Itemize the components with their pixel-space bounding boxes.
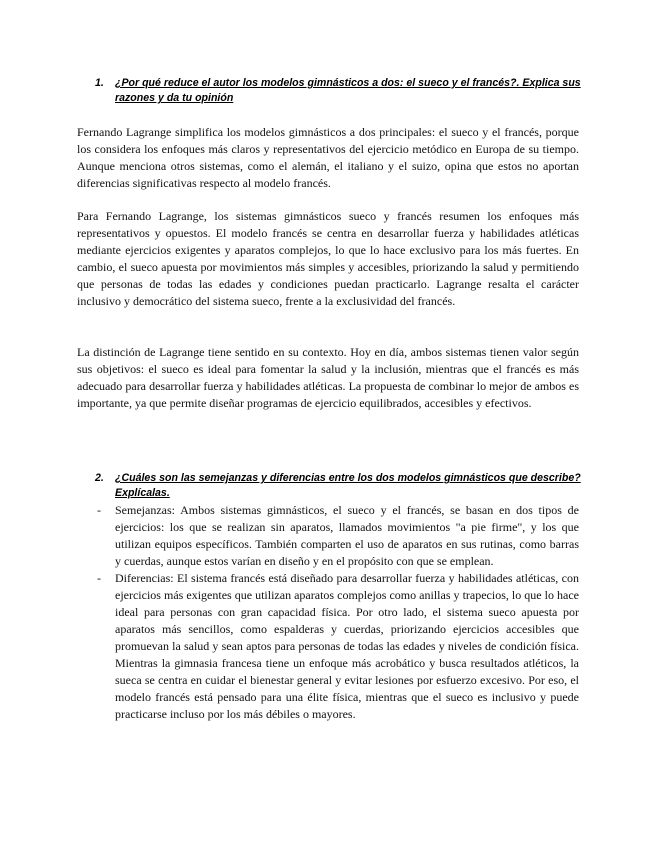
bullet-semejanzas xyxy=(97,502,579,570)
question-2-number: 2. xyxy=(95,472,104,484)
question-2-title: ¿Cuáles son las semejanzas y diferencias entre los dos modelos gimnásticos que describe? Explícalas. xyxy=(115,472,581,499)
question-1-heading xyxy=(95,76,581,106)
answer-2-bullet-list xyxy=(97,502,579,723)
question-1-number: 1. xyxy=(95,77,104,89)
question-2-heading xyxy=(95,471,581,501)
bullet-semejanzas-text: Semejanzas: Ambos sistemas gimnásticos, el sueco y el francés, se basan en dos tipos de ejercicios: los que se realizan sin aparatos, llamados movimientos "a pie firme", y los que utilizan equipos específicos. También comparten el uso de aparatos en sus rutinas, como barras y cuerdas, aunque estos varían en diseño y en el propósito con que se emplean. xyxy=(115,503,579,568)
answer-1-paragraph-1: Fernando Lagrange simplifica los modelos gimnásticos a dos principales: el sueco y el francés, porque los considera los enfoques más claros y representativos del ejercicio metódico en Europa de su tiempo. Aunque menciona otros sistemas, como el alemán, el italiano y el suizo, opina que estos no aportan diferencias significativas respecto al modelo francés. xyxy=(77,125,579,190)
question-1-title: ¿Por qué reduce el autor los modelos gimnásticos a dos: el sueco y el francés?. Explica sus razones y da tu opinión xyxy=(115,77,581,104)
bullet-diferencias xyxy=(97,570,579,723)
answer-1-paragraph-3: La distinción de Lagrange tiene sentido en su contexto. Hoy en día, ambos sistemas tienen valor según sus objetivos: el sueco es ideal para fomentar la salud y la inclusión, mientras que el francés es más adecuado para desarrollar fuerza y habilidades atléticas. La propuesta de combinar lo mejor de ambos es importante, ya que permite diseñar programas de ejercicio equilibrados, accesibles y efectivos. xyxy=(77,345,579,410)
bullet-diferencias-text: Diferencias: El sistema francés está diseñado para desarrollar fuerza y habilidades atléticas, con ejercicios más exigentes que utilizan aparatos complejos como anillas y trapecios, lo que lo hace ideal para personas con gran capacidad física. Por otro lado, el sistema sueco apuesta por aparatos más sencillos, como espalderas y cuerdas, priorizando ejercicios accesibles que promuevan la salud y sean aptos para personas de todas las edades y niveles de condición física. Mientras la gimnasia francesa tiene un enfoque más acrobático y busca resultados atléticos, la sueca se centra en cuidar el bienestar general y evitar lesiones por esfuerzo excesivo. Por eso, el modelo francés está pensado para una élite física, mientras que el sueco es inclusivo y puede practicarse incluso por los más débiles o mayores. xyxy=(115,571,579,721)
bullet-marker: - xyxy=(97,503,101,517)
bullet-marker: - xyxy=(97,571,101,585)
answer-1-paragraph-2: Para Fernando Lagrange, los sistemas gimnásticos sueco y francés resumen los enfoques más representativos y opuestos. El modelo francés se centra en desarrollar fuerza y habilidades atléticas mediante ejercicios exigentes y aparatos complejos, lo que lo hace exclusivo para los más fuertes. En cambio, el sueco apuesta por movimientos más simples y accesibles, priorizando la salud y permitiendo que personas de todas las edades y condiciones puedan practicarlo. Lagrange resalta el carácter inclusivo y democrático del sistema sueco, frente a la exclusividad del francés. xyxy=(77,209,579,308)
